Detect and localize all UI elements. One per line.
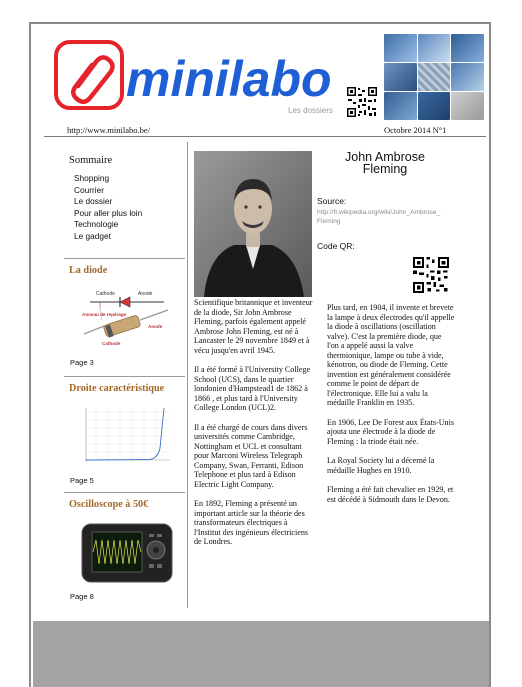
article-qr-code-icon xyxy=(412,256,450,294)
logo-wordmark: minilabo xyxy=(126,51,332,107)
contents-item[interactable]: Courrier xyxy=(74,184,104,195)
section-title: Droite caractéristique xyxy=(69,383,165,394)
contents-item[interactable]: Le dossier xyxy=(74,196,113,207)
article-paragraph: Fleming a été fait chevalier en 1929, et est décédé à Sidmouth dans le Devon. xyxy=(327,485,454,504)
section-title: La diode xyxy=(69,265,108,276)
characteristic-curve-illustration xyxy=(80,404,174,468)
component-photo xyxy=(418,92,451,120)
qr-code-icon xyxy=(346,86,378,118)
component-photo xyxy=(451,34,484,62)
article-column-right xyxy=(327,303,455,514)
diode-label-ring: Anneau de repérage xyxy=(82,312,127,317)
diode-label-anode-bottom: Anode xyxy=(148,324,163,329)
contents-item[interactable]: Technologie xyxy=(74,219,119,230)
component-photo xyxy=(418,34,451,62)
section-characteristic[interactable] xyxy=(64,376,185,490)
page-number: Page 5 xyxy=(70,476,94,485)
contents-item[interactable]: Le gadget xyxy=(74,230,111,241)
article-paragraph: En 1906, Lee De Forest aux États-Unis ajouta une électrode à la diode de Fleming : la triode était née. xyxy=(327,417,454,446)
article-paragraph: La Royal Society lui a décerné la médaille Hughes en 1910. xyxy=(327,456,435,475)
page-number: Page 8 xyxy=(70,592,94,601)
diode-illustration xyxy=(80,286,174,350)
issue-date: Octobre 2014 N°1 xyxy=(384,125,447,135)
header-divider xyxy=(44,136,486,137)
section-divider xyxy=(64,492,185,493)
component-photo xyxy=(451,92,484,120)
oscilloscope-illustration xyxy=(80,520,174,586)
component-photo xyxy=(384,34,417,62)
article-paragraph: Plus tard, en 1904, il invente et brevete la lampe à deux électrodes qu'il appelle la diode à oscillations (oscillation valve). C'est la première diode, que l'on a appelé aussi la valve thermionique, lampe ou tube à vide, kénotron, ou diode de Fleming. Cette invention est généralement considérée comme le point de départ de l'électronique. Elle lui a valu la médaille Franklin en 1935. xyxy=(327,303,455,407)
component-photo xyxy=(384,63,417,91)
site-url[interactable]: http://www.minilabo.be/ xyxy=(67,125,151,135)
footer-bar xyxy=(33,621,489,687)
component-photo xyxy=(418,63,451,91)
article-paragraph: Il a été chargé de cours dans divers universités comme Cambridge, Nottingham et UCL et consultant pour Marconi Wireless Telegraph Company, Swan, Ferranti, Edison Telephone et plus tard à Edison Electric Light Company. xyxy=(194,422,308,489)
fleming-portrait xyxy=(194,151,312,297)
contents-title: Sommaire xyxy=(69,155,113,166)
article-paragraph: Scientifique britannique et inventeur de la diode, Sir John Ambrose Fleming, parfois également appelé Ambrose John Fleming, est né à Lancaster le 29 novembre 1849 et à vécu jusqu'en avril 1945. xyxy=(194,298,313,355)
article-title: John Ambrose Fleming xyxy=(345,150,425,176)
section-divider xyxy=(64,258,185,259)
column-divider xyxy=(187,142,188,608)
diode-label-cathode-top: Cathode xyxy=(96,291,115,297)
section-diode[interactable] xyxy=(64,258,185,372)
source-link[interactable]: http://fr.wikipedia.org/wiki/John_Ambrose_Fleming xyxy=(317,209,441,225)
article-paragraph: En 1892, Fleming a présenté un important article sur la théorie des transformateurs électriques à l'Institut des ingénieurs électriciens de Londres. xyxy=(194,499,309,546)
masthead xyxy=(44,32,486,120)
diode-label-anode-top: Anode xyxy=(138,291,153,297)
section-oscilloscope[interactable] xyxy=(64,492,185,608)
logo[interactable] xyxy=(44,34,340,118)
contents-list xyxy=(64,173,185,243)
logo-subtitle: Les dossiers xyxy=(288,106,333,115)
page-number: Page 3 xyxy=(70,358,94,367)
contents-item[interactable]: Shopping xyxy=(74,173,110,183)
sidebar xyxy=(64,146,185,243)
component-photo xyxy=(384,92,417,120)
component-photo xyxy=(451,63,484,91)
contents-item[interactable]: Pour aller plus loin xyxy=(74,207,143,218)
article-paragraph: Il a été formé à l'University College School (UCS), dans le quartier londonien d'Hampstead1 de 1862 à 1866 , et plus tard à l'University College London (UCL)2. xyxy=(194,365,311,412)
qr-label: Code QR: xyxy=(317,241,355,251)
section-title: Oscilloscope à 50€ xyxy=(69,499,149,510)
component-photo-grid xyxy=(384,34,484,120)
article-column-left xyxy=(194,298,316,557)
source-label: Source: xyxy=(317,196,347,206)
section-divider xyxy=(64,376,185,377)
diode-label-cathode-bottom: Cathode xyxy=(102,341,121,346)
paperclip-logo-icon xyxy=(54,40,124,110)
